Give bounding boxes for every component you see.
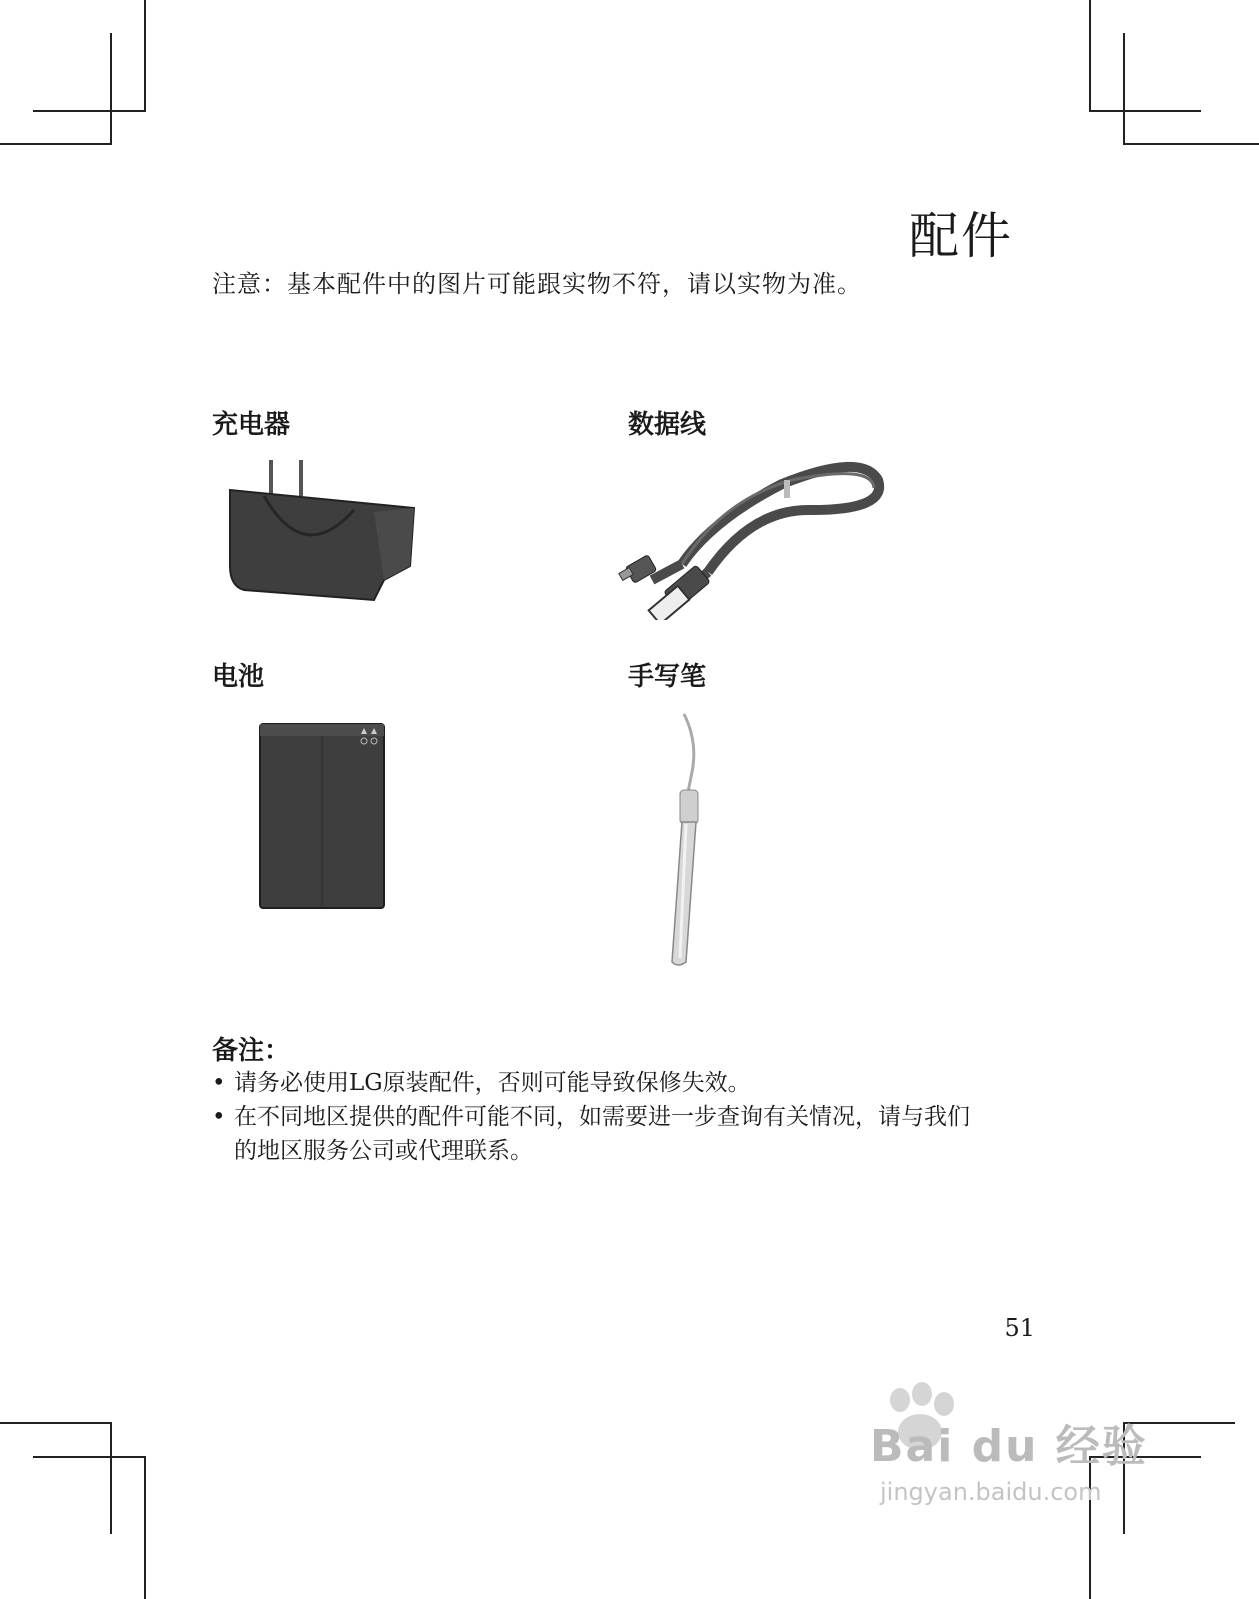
watermark-url: jingyan.baidu.com (880, 1478, 1102, 1506)
item-label-battery: 电池 (212, 662, 265, 692)
item-label-charger: 充电器 (212, 410, 291, 440)
charger-icon (224, 456, 424, 606)
item-label-usb-cable: 数据线 (628, 410, 707, 440)
battery-icon (258, 722, 388, 912)
crop-mark (33, 1456, 145, 1458)
note-text: 请务必使用LG原装配件，否则可能导致保修失效。 (234, 1070, 751, 1096)
note-text: 在不同地区提供的配件可能不同，如需要进一步查询有关情况，请与我们的地区服务公司或代理联系。 (234, 1104, 970, 1164)
usb-cable-icon (612, 460, 892, 620)
notes-list (212, 1066, 992, 1168)
list-item (212, 1100, 992, 1168)
crop-mark (0, 1422, 112, 1424)
crop-mark (1089, 0, 1091, 112)
crop-mark (110, 1422, 112, 1534)
crop-mark (0, 143, 112, 145)
page-number: 51 (1004, 1314, 1035, 1342)
crop-mark (144, 1456, 146, 1599)
notes-heading: 备注： (212, 1036, 291, 1066)
crop-mark (1089, 110, 1201, 112)
item-label-stylus: 手写笔 (628, 662, 707, 692)
list-item (212, 1066, 992, 1100)
crop-mark (110, 33, 112, 145)
watermark-brand: Bai du 经验 (870, 1421, 1148, 1472)
crop-mark (33, 110, 145, 112)
bullet-icon: • (212, 1104, 226, 1130)
notice-text: 注意：基本配件中的图片可能跟实物不符，请以实物为准。 (212, 270, 862, 298)
page-title: 配件 (909, 207, 1013, 265)
bullet-icon: • (212, 1070, 226, 1096)
crop-mark (144, 0, 146, 112)
crop-mark (1123, 33, 1125, 145)
crop-mark (1123, 143, 1259, 145)
stylus-icon (656, 712, 716, 972)
